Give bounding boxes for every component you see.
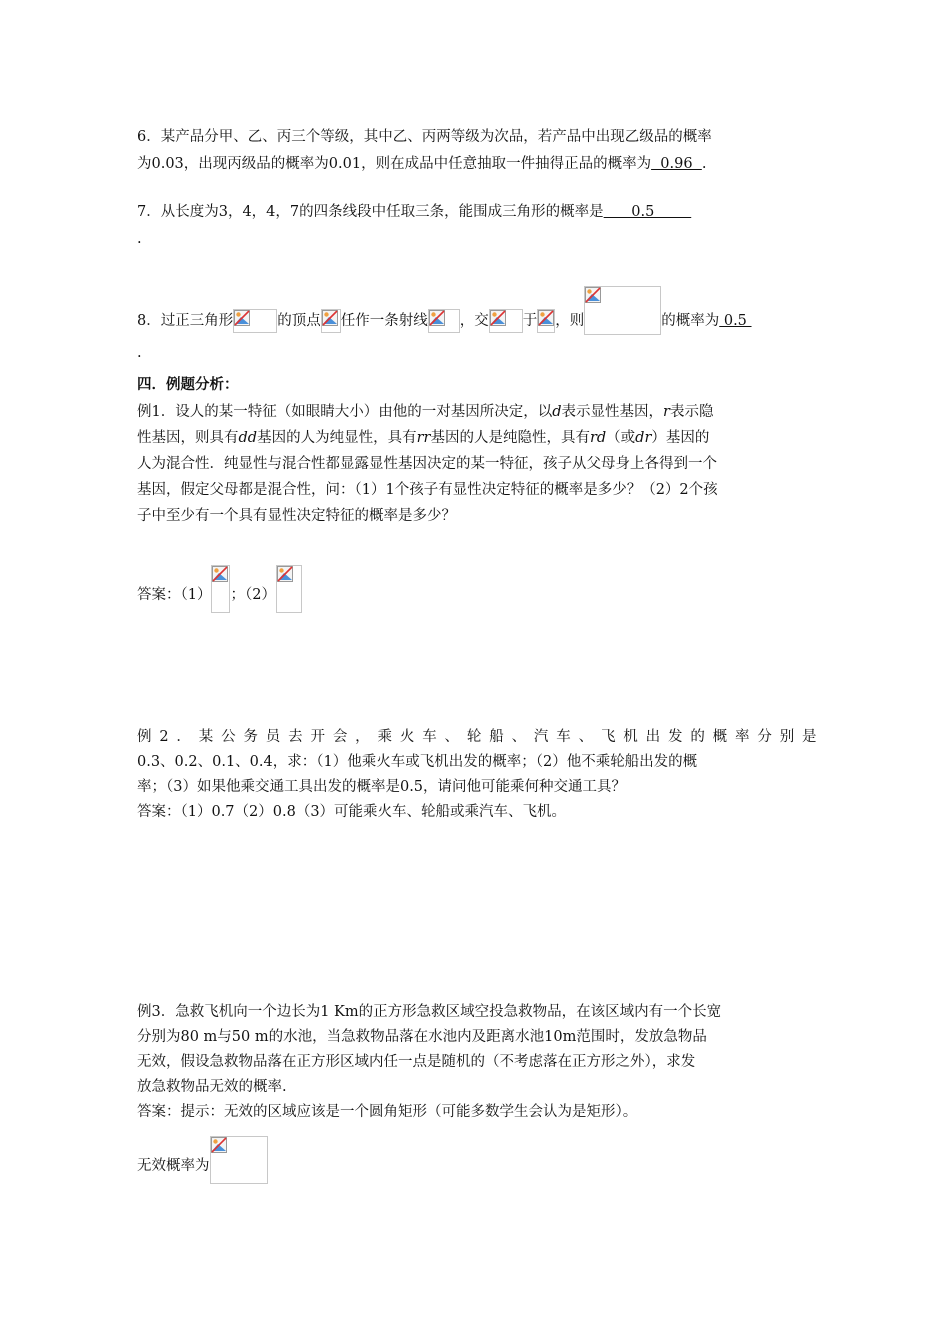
ex2-line3: 率；（3）如果他乘交通工具出发的概率是0.5，请问他可能乘何种交通工具？ (137, 779, 627, 795)
ex2-line1-glyph: 概 (712, 729, 728, 745)
q8-text-3: 任作一条射线 (340, 313, 428, 329)
broken-image-icon (538, 310, 554, 326)
formula-image-placeholder (537, 309, 555, 333)
ex2-answer: 答案：（1）0.7（2）0.8（3）可能乘火车、轮船或乘汽车、飞机。 (137, 804, 567, 820)
ex2-line1-glyph: 例 (137, 729, 152, 745)
q8-text-6: ，则 (555, 313, 585, 329)
ex3-label: 无效概率为 (137, 1158, 210, 1174)
ex2-line1 (137, 726, 817, 748)
formula-image-placeholder (428, 309, 460, 333)
ex2-line1-glyph: 飞 (600, 729, 616, 745)
formula-image-placeholder (276, 565, 302, 613)
ex3-line3: 无效，假设急救物品落在正方形区域内任一点是随机的（不考虑落在正方形之外），求发 (137, 1054, 696, 1070)
q6-line1: 6．某产品分甲、乙、丙三个等级，其中乙、丙两等级为次品，若产品中出现乙级品的概率 (137, 129, 712, 145)
broken-image-icon (429, 310, 445, 326)
broken-image-icon (212, 566, 228, 582)
formula-image-placeholder (584, 286, 661, 335)
section-title: 四．例题分析： (137, 377, 239, 393)
ex3-line1: 例3．急救飞机向一个边长为1 Km的正方形急救区域空投急救物品，在该区域内有一个长宽 (137, 1004, 722, 1020)
ex1-text: 表示显性基因， (561, 404, 664, 420)
ex1-text: 基因的人为纯显性，具有 (257, 430, 417, 446)
ex1-var: d (552, 404, 562, 420)
ex1-var: rd (589, 430, 607, 446)
ex2-line1-glyph: 船 (489, 729, 504, 745)
ex1-line3: 人为混合性．纯显性与混合性都显露显性基因决定的某一特征，孩子从父母身上各得到一个 (137, 456, 717, 472)
ex1-text: 表示隐 (669, 404, 714, 420)
q7-end: . (137, 231, 142, 247)
q8-line (137, 286, 817, 335)
ex2-line1-glyph: 去 (288, 729, 303, 745)
ex1-answer-line (137, 565, 817, 613)
ex2-line1-glyph: 的 (690, 729, 705, 745)
ex2-line1-glyph: 火 (399, 729, 415, 745)
ex2-line1-glyph: 某 (198, 729, 214, 745)
ex3-hint: 答案：提示：无效的区域应该是一个圆角矩形（可能多数学生会认为是矩形）。 (137, 1104, 638, 1120)
ex2-line1-glyph: 、 (511, 729, 527, 745)
broken-image-icon (234, 310, 250, 326)
ex2-line1-glyph: 务 (243, 729, 258, 745)
ex1-text: （或 (606, 430, 636, 446)
q8-text-4: ，交 (459, 313, 489, 329)
ex2-line1-glyph: 、 (444, 729, 460, 745)
q7-text: 7．从长度为3，4，4，7的四条线段中任取三条，能围成三角形的概率是 (137, 204, 604, 220)
ex2-line1-glyph: 公 (221, 729, 236, 745)
q6-line2 (137, 153, 817, 175)
q8-answer: 0.5 (719, 313, 752, 329)
ex2-line1-glyph: 会 (332, 729, 348, 745)
ex1-answer-label: 答案：（1） (137, 587, 212, 603)
ex1-line2 (137, 427, 817, 449)
ex1-text: 基因的人是纯隐性，具有 (430, 430, 590, 446)
q8-text-5: 于 (522, 313, 538, 329)
ex2-line1-glyph: 、 (578, 729, 594, 745)
broken-image-icon (277, 566, 293, 582)
broken-image-icon (585, 287, 601, 303)
ex2-line1-glyph: 2 (159, 729, 169, 745)
ex2-line1-glyph: 分 (757, 729, 772, 745)
ex1-var: rr (416, 430, 431, 446)
ex2-line1-glyph: 开 (310, 729, 325, 745)
q8-text-1: 8．过正三角形 (137, 313, 234, 329)
ex1-line5: 子中至少有一个具有显性决定特征的概率是多少？ (137, 508, 456, 524)
ex1-text: ）基因的 (651, 430, 710, 446)
ex2-line1-glyph: ， (355, 729, 370, 745)
ex3-line2: 分别为80 m与50 m的水池，当急救物品落在水池内及距离水池10m范围时，发放急物品 (137, 1029, 707, 1045)
ex2-line1-glyph: ． (176, 729, 191, 745)
q8-text-7: 的概率为 (661, 313, 720, 329)
ex1-text: 性基因，则具有 (137, 430, 239, 446)
ex3-answer-line (137, 1136, 817, 1184)
ex1-answer-sep: ；（2） (230, 587, 276, 603)
q7-answer: 0.5 (603, 204, 692, 220)
formula-image-placeholder (489, 309, 523, 333)
ex2-line1-glyph: 轮 (466, 729, 482, 745)
ex1-var: dr (635, 430, 652, 446)
ex1-text: 例1．设人的某一特征（如眼睛大小）由他的一对基因所决定，以 (137, 404, 553, 420)
q6-text: 为0.03，出现丙级品的概率为0.01，则在成品中任意抽取一件抽得正品的概率为 (137, 156, 652, 172)
broken-image-icon (490, 310, 506, 326)
ex3-line4: 放急救物品无效的概率. (137, 1079, 287, 1095)
ex1-var: r (663, 404, 670, 420)
ex2-line1-glyph: 率 (735, 729, 750, 745)
formula-image-placeholder (211, 565, 230, 613)
ex2-line1-glyph: 车 (556, 729, 571, 745)
ex2-line1-glyph: 出 (645, 729, 661, 745)
q6-end: . (701, 156, 707, 172)
q6-answer: 0.96 (651, 156, 702, 172)
ex2-line1-glyph: 车 (422, 729, 437, 745)
ex2-line1-glyph: 是 (802, 729, 817, 745)
ex1-line1 (137, 401, 817, 423)
broken-image-icon (211, 1137, 227, 1153)
ex2-line2: 0.3、0.2、0.1、0.4，求：（1）他乘火车或飞机出发的概率；（2）他不乘轮船出发的概 (137, 754, 698, 770)
ex1-line4: 基因，假定父母都是混合性，问：（1）1个孩子有显性决定特征的概率是多少？（2）2个孩 (137, 482, 718, 498)
ex2-line1-glyph: 机 (623, 729, 638, 745)
q8-end: . (137, 345, 142, 361)
ex2-line1-glyph: 乘 (377, 729, 393, 745)
broken-image-icon (322, 310, 338, 326)
ex2-line1-glyph: 发 (667, 729, 683, 745)
ex2-line1-glyph: 别 (779, 729, 795, 745)
q8-text-2: 的顶点 (277, 313, 321, 329)
ex2-line1-glyph: 员 (265, 729, 281, 745)
formula-image-placeholder (321, 309, 341, 333)
formula-image-placeholder (233, 309, 277, 333)
formula-image-placeholder (210, 1136, 268, 1184)
ex2-line1-glyph: 汽 (533, 729, 549, 745)
q7-line1 (137, 201, 817, 223)
ex1-var: dd (238, 430, 258, 446)
